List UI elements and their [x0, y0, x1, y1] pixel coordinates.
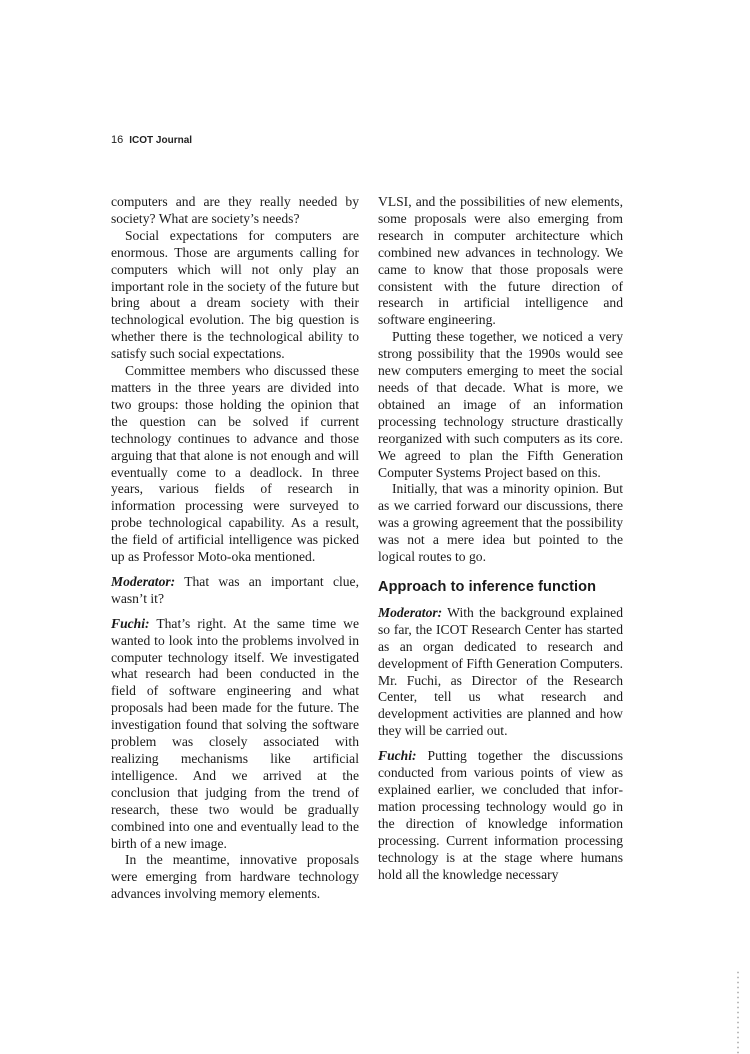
paragraph-text: computers and are they really needed by society? What are society’s needs?	[111, 194, 359, 226]
speaker-label: Fuchi:	[111, 615, 150, 631]
paragraph	[111, 228, 359, 363]
paragraph-text: Putting together the discussions conducted from various points of view as explained earlier, we concluded that information processing technology would go in the direction of knowledge information processing. Current information processing technology is at the stage where humans hold all the knowledge necessary	[378, 748, 623, 882]
paragraph-text: Social expectations for computers are enormous. Those are arguments calling for computers which will not only play an important role in the society of the future but bring about a dream society with their technological evolution. The big question is whether there is the technological ability to satisfy such social expectations.	[111, 227, 359, 362]
journal-name: ICOT Journal	[129, 135, 193, 146]
paragraph	[111, 194, 359, 228]
paragraph-text: Putting these together, we noticed a very strong possibility that the 1990s would see new computers emerging to meet the social needs of that decade. What is more, we obtained an image of an information processing technology structure drastically reorganized with such computers as its core. We agreed to plan the Fifth Generation Computer Systems Project based on this.	[378, 329, 623, 480]
paragraph-text: Committee members who discussed these matters in the three years are divided into two groups: those holding the opinion that the question can be solved if current technology continues to advance and those arguing that that alone is not enough and will eventually come to a deadlock. In three years, various fields of research in information processing were surveyed to probe technological capability. As a result, the field of artificial intelligence was picked up as Professor Moto-oka mentioned.	[111, 363, 359, 565]
dialogue-paragraph	[378, 748, 623, 883]
paragraph-text: With the background explained so far, the ICOT Research Center has started as an organ dedicated to research and development of Fifth Generation Computers. Mr. Fuchi, as Director of the Research Center, tell us what research and development activities are planned and how they will be carried out.	[378, 604, 624, 739]
running-header	[111, 134, 192, 146]
paragraph-text: VLSI, and the possibilities of new elements, some proposals were also emerging from research in computer architecture which combined new advances in technology. We came to know that those proposals were consistent with the future direction of research in artificial intelligence and software engineering.	[378, 194, 623, 328]
speaker-label: Fuchi:	[378, 748, 417, 764]
paragraph	[378, 481, 623, 566]
scan-edge-artifact	[737, 970, 739, 1054]
paragraph	[111, 852, 359, 903]
page-number: 16	[111, 134, 124, 146]
dialogue-paragraph	[378, 605, 623, 740]
paragraph	[378, 329, 623, 481]
paragraph-text: In the meantime, innovative proposals were emerging from hardware technology advances involving memory elements.	[111, 852, 359, 902]
paragraph	[378, 194, 623, 329]
right-column	[378, 194, 623, 883]
dialogue-paragraph	[111, 574, 359, 608]
paragraph	[111, 363, 359, 566]
dialogue-paragraph	[111, 616, 359, 853]
left-column	[111, 194, 359, 903]
speaker-label: Moderator:	[378, 604, 443, 620]
paragraph-text: That was an important clue, wasn’t it?	[111, 573, 359, 606]
speaker-label: Moderator:	[111, 573, 176, 589]
section-heading: Approach to inference function	[378, 578, 597, 595]
paragraph-text: That’s right. At the same time we wanted to look into the problems involved in computer technology itself. We investigated what research had been conducted in the field of software engineering and what proposals had been made for the future. The investigation found that solving the software problem was closely associated with realizing mechanisms like artificial intelligence. And we arrived at the conclusion that judging from the trend of research, these two would be gradually combined into one and eventually lead to the birth of a new image.	[111, 615, 359, 851]
paragraph-text: Initially, that was a minority opinion. But as we carried forward our discussions, there was a growing agreement that the possibility was not a mere idea but pointed to the logical routes to go.	[378, 481, 623, 565]
